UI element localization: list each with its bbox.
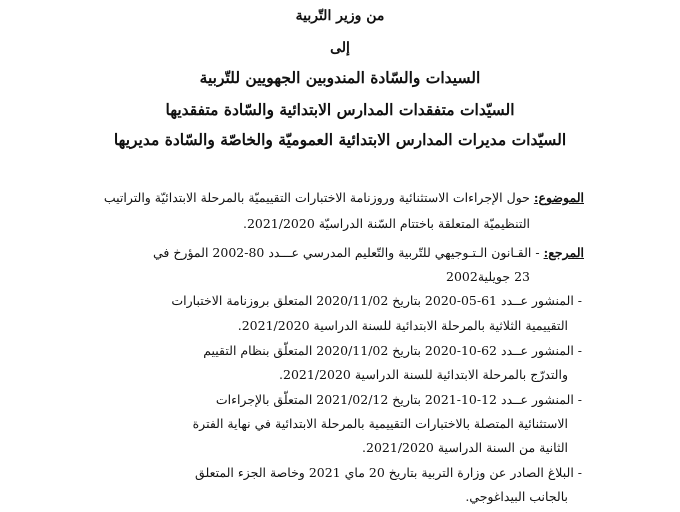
reference-label: المرجع: xyxy=(543,245,584,260)
reference-item-line: التقييمية الثلاثية بالمرحلة الابتدائية للسنة الدراسية 2021/2020. xyxy=(237,318,568,333)
reference-item-line: الثانية من السنة الدراسية 2021/2020. xyxy=(362,440,568,455)
subject-text: حول الإجراءات الاستثنائية وروزنامة الاختبارات التقييميّة بالمرحلة الابتدائيّة والتراتيب xyxy=(103,190,530,205)
reference-item-line: - المنشور عــدد 12-10-2021 بتاريخ 2021/02/12 المتعلّق بالإجراءات xyxy=(215,392,582,407)
reference-item-line: الاستثنائية المتصلة بالاختبارات التقييمية بالمرحلة الابتدائية في نهاية الفترة xyxy=(192,416,568,431)
addressee-line: السيّدات مديرات المدارس الابتدائية العموميّة والخاصّة والسّادة مديريها xyxy=(113,130,567,149)
reference-item-line: والتدرّج بالمرحلة الابتدائية للسنة الدراسية 2021/2020. xyxy=(279,367,568,382)
subject-line xyxy=(4,190,584,205)
reference-item-line: - المنشور عــدد 61-05-2020 بتاريخ 2020/11/02 المتعلق بروزنامة الاختبارات xyxy=(171,293,582,308)
reference-text: - القـانون الـتـوجيهي للتّربية والتّعليم المدرسي عـــدد 80-2002 المؤرخ في xyxy=(153,245,540,260)
subject-continuation: التنظيميّة المتعلقة باختتام السّنة الدراسيّة 2021/2020. xyxy=(242,216,530,231)
reference-item-line: - البلاغ الصادر عن وزارة التربية بتاريخ 20 ماي 2021 وخاصة الجزء المتعلق xyxy=(195,465,582,480)
addressee-line: السيّدات متفقدات المدارس الابتدائية والسّادة متفقديها xyxy=(165,100,515,119)
subject-label: الموضوع: xyxy=(533,190,584,205)
reference-continuation: 23 جويلية2002 xyxy=(446,269,530,284)
reference-item-line: - المنشور عــدد 62-10-2020 بتاريخ 2020/11/02 المتعلّق بنظام التقييم xyxy=(203,343,582,358)
recipient-intro: إلى xyxy=(330,40,350,56)
reference-item-line: بالجانب البيداغوجي. xyxy=(465,489,568,504)
addressee-line: السيدات والسّادة المندوبين الجهويين للتّربية xyxy=(199,68,481,87)
reference-line xyxy=(4,245,584,260)
sender-line: من وزير التّربية xyxy=(295,8,385,24)
